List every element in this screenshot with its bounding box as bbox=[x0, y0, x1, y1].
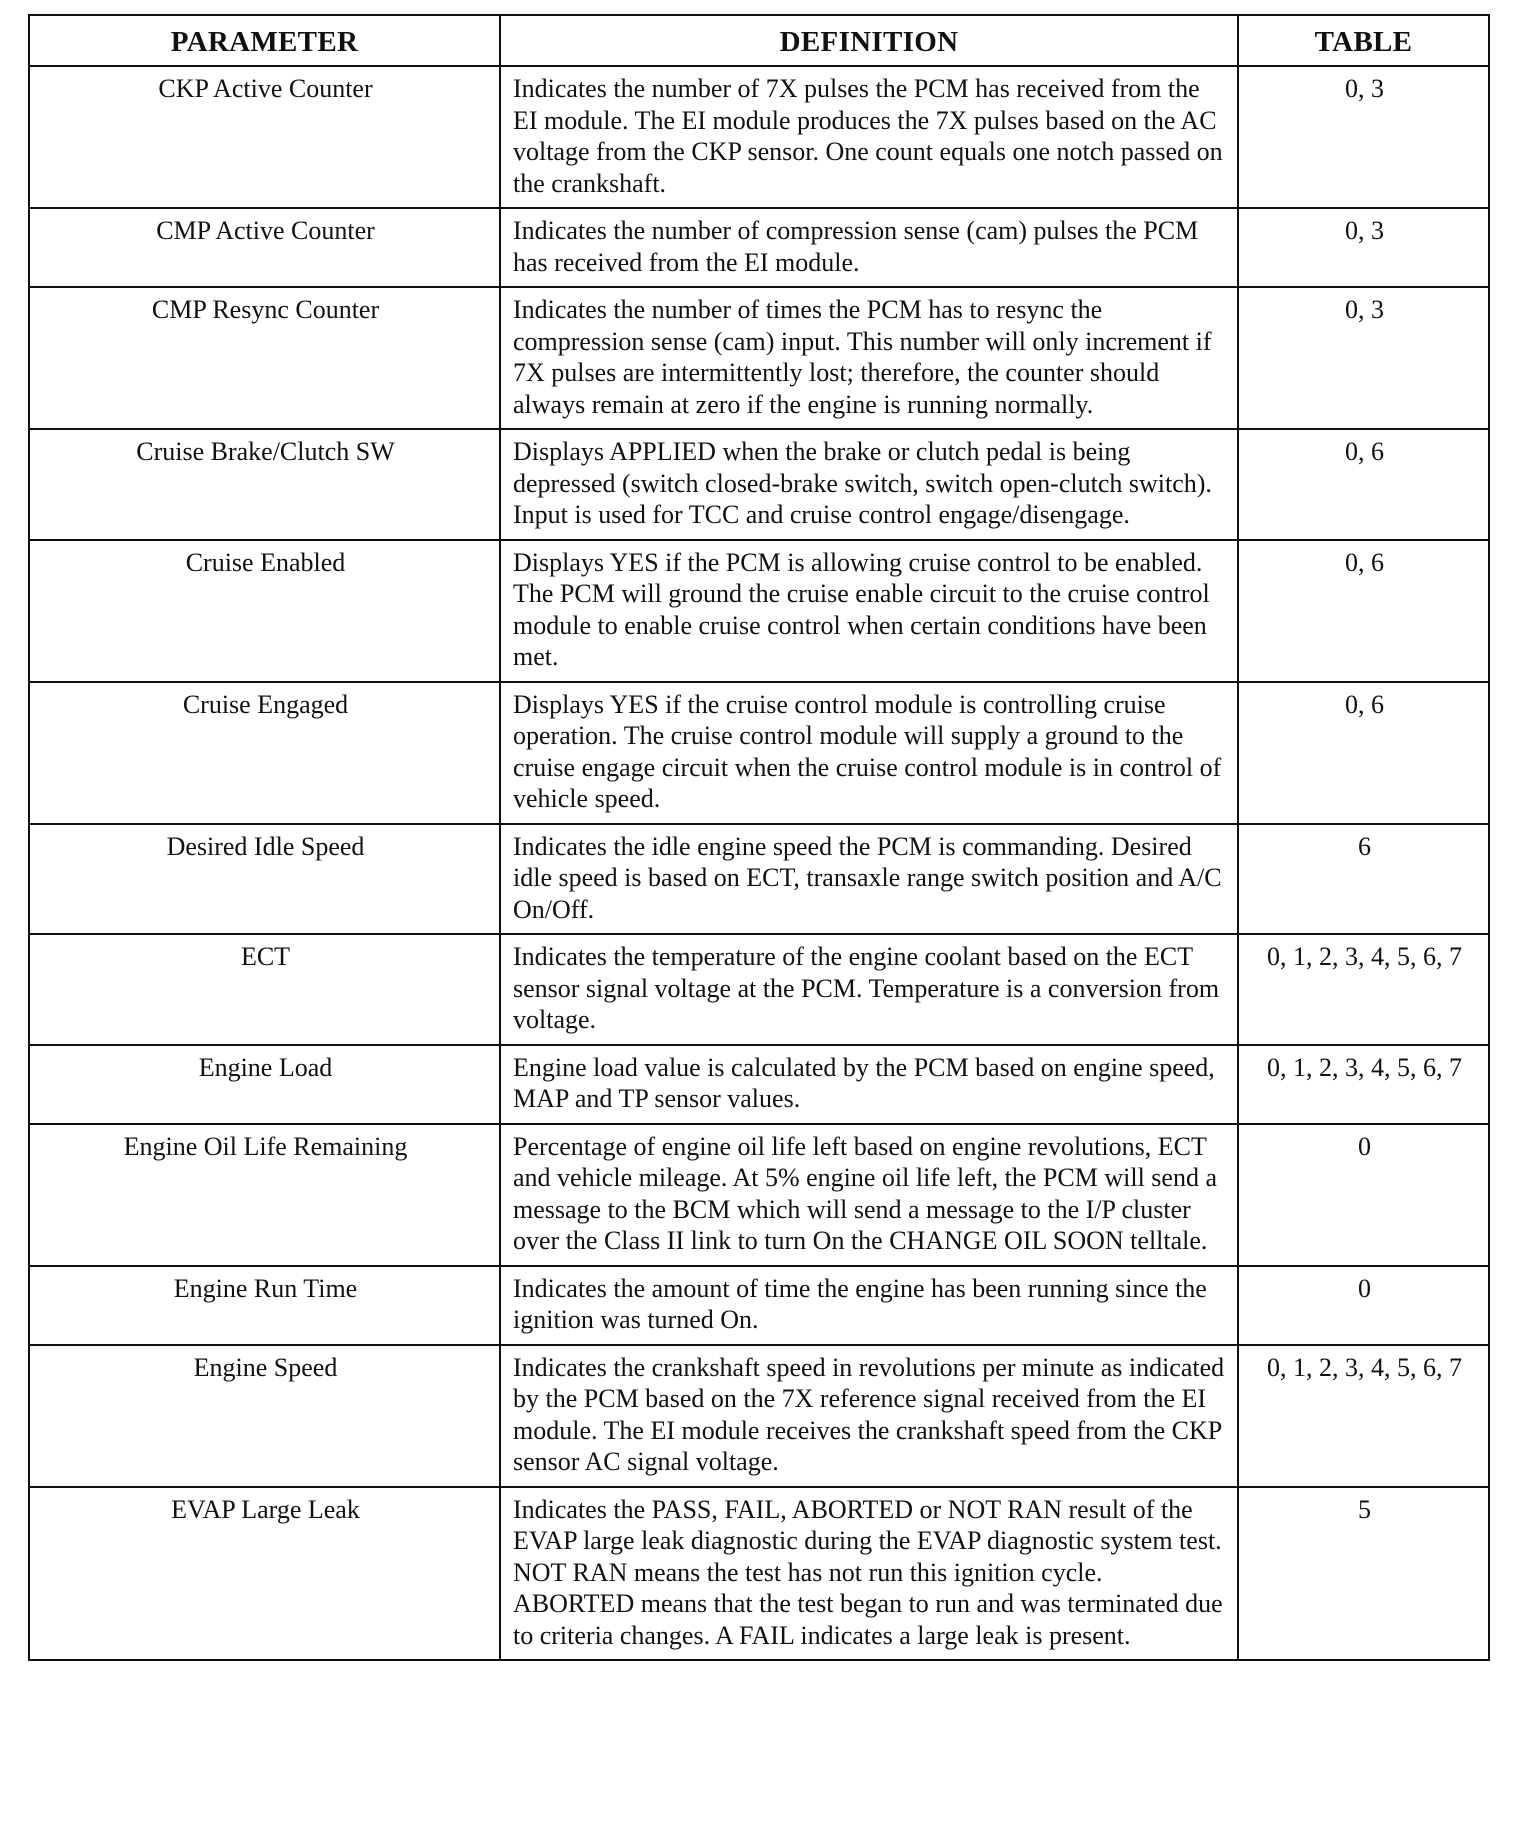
table-cell: 0, 1, 2, 3, 4, 5, 6, 7 bbox=[1238, 934, 1489, 1045]
definition-cell: Indicates the amount of time the engine has been running since the ignition was turned On. bbox=[500, 1266, 1238, 1345]
parameter-cell: CMP Resync Counter bbox=[29, 287, 500, 429]
header-parameter: PARAMETER bbox=[29, 15, 500, 66]
table-row bbox=[29, 1124, 1489, 1266]
parameter-cell: ECT bbox=[29, 934, 500, 1045]
table-row bbox=[29, 1487, 1489, 1661]
table-cell: 0, 3 bbox=[1238, 66, 1489, 208]
parameter-cell: EVAP Large Leak bbox=[29, 1487, 500, 1661]
table-cell: 5 bbox=[1238, 1487, 1489, 1661]
parameter-cell: Engine Load bbox=[29, 1045, 500, 1124]
definition-cell: Indicates the idle engine speed the PCM is commanding. Desired idle speed is based on ECT, transaxle range switch position and A/C On/Off. bbox=[500, 824, 1238, 935]
header-definition: DEFINITION bbox=[500, 15, 1238, 66]
header-row bbox=[29, 15, 1489, 66]
table-cell: 0, 3 bbox=[1238, 208, 1489, 287]
table-row bbox=[29, 1345, 1489, 1487]
table-row bbox=[29, 540, 1489, 682]
table-cell: 0, 6 bbox=[1238, 540, 1489, 682]
parameter-cell: Cruise Brake/Clutch SW bbox=[29, 429, 500, 540]
parameter-cell: CMP Active Counter bbox=[29, 208, 500, 287]
table-cell: 0, 1, 2, 3, 4, 5, 6, 7 bbox=[1238, 1045, 1489, 1124]
table-row bbox=[29, 824, 1489, 935]
definition-cell: Engine load value is calculated by the PCM based on engine speed, MAP and TP sensor values. bbox=[500, 1045, 1238, 1124]
table-cell: 0, 6 bbox=[1238, 682, 1489, 824]
definition-cell: Indicates the crankshaft speed in revolutions per minute as indicated by the PCM based on the 7X reference signal received from the EI module. The EI module receives the crankshaft speed from the CKP sensor AC signal voltage. bbox=[500, 1345, 1238, 1487]
table-row bbox=[29, 1266, 1489, 1345]
parameter-cell: Engine Speed bbox=[29, 1345, 500, 1487]
table-row bbox=[29, 1045, 1489, 1124]
definition-cell: Indicates the temperature of the engine coolant based on the ECT sensor signal voltage at the PCM. Temperature is a conversion from voltage. bbox=[500, 934, 1238, 1045]
table-cell: 0 bbox=[1238, 1124, 1489, 1266]
definition-cell: Indicates the number of times the PCM has to resync the compression sense (cam) input. This number will only increment if 7X pulses are intermittently lost; therefore, the counter should always remain at zero if the engine is running normally. bbox=[500, 287, 1238, 429]
parameter-cell: Engine Run Time bbox=[29, 1266, 500, 1345]
table-cell: 0 bbox=[1238, 1266, 1489, 1345]
definition-cell: Indicates the number of compression sense (cam) pulses the PCM has received from the EI module. bbox=[500, 208, 1238, 287]
definition-cell: Displays YES if the cruise control module is controlling cruise operation. The cruise control module will supply a ground to the cruise engage circuit when the cruise control module is in control of vehicle speed. bbox=[500, 682, 1238, 824]
parameter-cell: Desired Idle Speed bbox=[29, 824, 500, 935]
parameter-cell: CKP Active Counter bbox=[29, 66, 500, 208]
table-row bbox=[29, 682, 1489, 824]
table-row bbox=[29, 66, 1489, 208]
parameter-cell: Engine Oil Life Remaining bbox=[29, 1124, 500, 1266]
table-cell: 0, 6 bbox=[1238, 429, 1489, 540]
table-row bbox=[29, 287, 1489, 429]
table-cell: 0, 3 bbox=[1238, 287, 1489, 429]
document-page bbox=[28, 14, 1488, 1661]
definition-cell: Displays YES if the PCM is allowing cruise control to be enabled. The PCM will ground the cruise enable circuit to the cruise control module to enable cruise control when certain conditions have been met. bbox=[500, 540, 1238, 682]
table-body bbox=[29, 66, 1489, 1660]
table-row bbox=[29, 934, 1489, 1045]
table-cell: 6 bbox=[1238, 824, 1489, 935]
parameter-table bbox=[28, 14, 1490, 1661]
table-header bbox=[29, 15, 1489, 66]
table-row bbox=[29, 429, 1489, 540]
definition-cell: Indicates the number of 7X pulses the PCM has received from the EI module. The EI module produces the 7X pulses based on the AC voltage from the CKP sensor. One count equals one notch passed on the crankshaft. bbox=[500, 66, 1238, 208]
table-cell: 0, 1, 2, 3, 4, 5, 6, 7 bbox=[1238, 1345, 1489, 1487]
definition-cell: Displays APPLIED when the brake or clutch pedal is being depressed (switch closed-brake switch, switch open-clutch switch). Input is used for TCC and cruise control engage/disengage. bbox=[500, 429, 1238, 540]
definition-cell: Indicates the PASS, FAIL, ABORTED or NOT RAN result of the EVAP large leak diagnostic during the EVAP diagnostic system test. NOT RAN means the test has not run this ignition cycle. ABORTED means that the test began to run and was terminated due to criteria changes. A FAIL indicates a large leak is present. bbox=[500, 1487, 1238, 1661]
parameter-cell: Cruise Enabled bbox=[29, 540, 500, 682]
definition-cell: Percentage of engine oil life left based on engine revolutions, ECT and vehicle mileage. At 5% engine oil life left, the PCM will send a message to the BCM which will send a message to the I/P cluster over the Class II link to turn On the CHANGE OIL SOON telltale. bbox=[500, 1124, 1238, 1266]
table-row bbox=[29, 208, 1489, 287]
header-table: TABLE bbox=[1238, 15, 1489, 66]
parameter-cell: Cruise Engaged bbox=[29, 682, 500, 824]
